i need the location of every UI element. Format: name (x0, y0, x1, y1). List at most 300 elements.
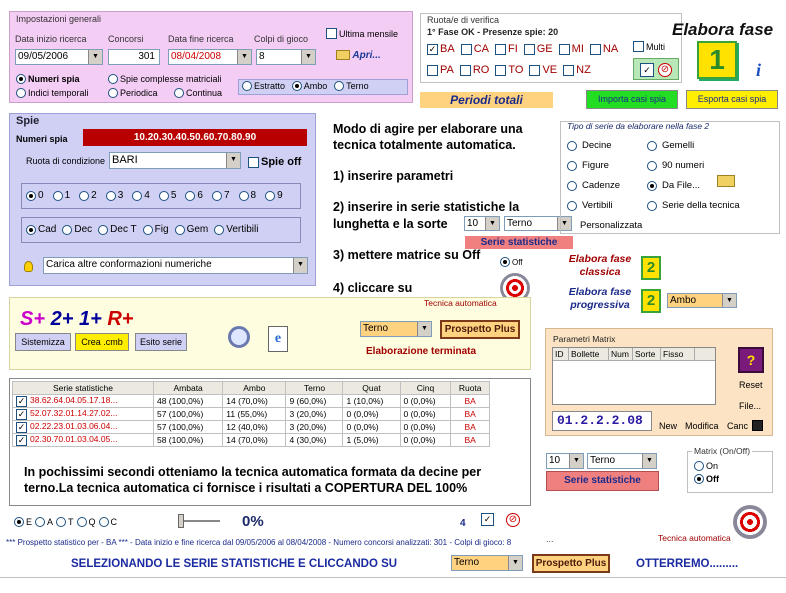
bottom-radio-q[interactable] (77, 516, 96, 527)
ruota-condizione-value: BARI (112, 154, 138, 166)
serie-statistiche-button-1[interactable]: Serie statistiche (465, 236, 573, 249)
importa-casi-spia-button[interactable]: Importa casi spia (586, 90, 678, 109)
periodi-totali-label: Periodi totali (420, 92, 553, 108)
bottom-radio-label: C (110, 516, 118, 527)
table-cell (343, 408, 400, 421)
digit-radio-9[interactable] (265, 190, 283, 201)
info-icon[interactable]: i (756, 60, 762, 80)
progressiva-sorte-select[interactable] (667, 293, 737, 308)
dots-label: ... (546, 534, 554, 544)
type-radio-dec-t[interactable] (98, 224, 137, 235)
new-button[interactable]: New (659, 421, 678, 431)
checkbox[interactable] (590, 44, 601, 55)
cell-value: 48 (100,0%) (156, 396, 204, 406)
ruota-checkbox-ba[interactable] (427, 43, 455, 55)
folder-icon (336, 50, 350, 60)
type-radio-gem[interactable] (175, 224, 209, 235)
table-cell (343, 395, 400, 408)
spie-off-checkbox[interactable]: Spie off (248, 156, 301, 168)
formula-two: 2+ (50, 308, 74, 330)
data-fine-value: 08/04/2008 (171, 51, 222, 62)
table-cell (451, 395, 490, 408)
row-checkbox[interactable]: ✓ (17, 395, 26, 406)
sorte-value: Terno (507, 218, 533, 229)
modifica-button[interactable]: Modifica (685, 421, 719, 431)
table-cell (400, 421, 451, 434)
chevron-down-icon[interactable]: ▼ (722, 294, 736, 307)
numeri-spia-field[interactable]: 10.20.30.40.50.60.70.80.90 (83, 129, 307, 146)
column-header[interactable]: Ambo (223, 382, 286, 395)
digit-radio-2[interactable] (79, 190, 97, 201)
chevron-down-icon[interactable]: ▼ (226, 153, 240, 168)
serie-value: 52.07.32.01.14.27.02... (30, 408, 118, 419)
cell-value: 3 (20,0%) (289, 409, 327, 419)
formula-panel (9, 297, 531, 370)
chevron-down-icon[interactable]: ▼ (237, 50, 251, 64)
instructions-intro: Modo di agire per elaborare una tecnica totalmente automatica. (333, 122, 523, 152)
table-cell (286, 434, 343, 447)
footer-terno-select[interactable] (451, 555, 523, 571)
radio-estratto[interactable] (242, 81, 252, 91)
tipo-radio-figure[interactable] (567, 160, 620, 180)
target-icon-large[interactable] (733, 505, 767, 539)
radio[interactable] (175, 225, 185, 235)
ruota-checkbox-nz[interactable] (563, 64, 591, 76)
bottom-radio-e[interactable] (14, 516, 32, 527)
radio-numeri-spia[interactable]: Numeri spia (16, 74, 80, 85)
cell-value: 3 (20,0%) (289, 422, 327, 432)
ruota-label: GE (536, 43, 553, 55)
colpi-value: 8 (259, 51, 265, 62)
matrix-col-fisso: Fisso (661, 348, 695, 360)
concorsi-field[interactable] (108, 49, 160, 65)
checkbox[interactable] (427, 65, 438, 76)
chevron-down-icon[interactable]: ▼ (508, 556, 522, 570)
matrix-col-bollette: Bollette (569, 348, 609, 360)
crea-cmb-button[interactable]: Crea .cmb (75, 333, 129, 351)
chevron-down-icon[interactable]: ▼ (557, 217, 571, 230)
progressiva-sorte-value: Ambo (670, 295, 697, 306)
bottom-radio-label: A (47, 516, 54, 527)
tipo-label: Serie della tecnica (662, 200, 740, 211)
lunghetta-value: 10 (467, 218, 479, 229)
radio[interactable] (56, 517, 66, 527)
data-fine-label: Data fine ricerca (168, 34, 234, 44)
serie2-len-select[interactable] (546, 453, 584, 469)
radio[interactable] (265, 191, 275, 201)
table-cell (13, 395, 154, 408)
radio[interactable] (26, 225, 36, 235)
radio[interactable] (26, 191, 36, 201)
data-inizio-field[interactable] (15, 49, 103, 65)
table-cell (451, 421, 490, 434)
radio[interactable] (567, 141, 577, 151)
table-cell (400, 395, 451, 408)
sorte-group: Estratto Ambo Terno (238, 79, 408, 95)
tipo-serie-title: Tipo di serie da elaborare nella fase 2 (567, 121, 710, 131)
radio[interactable] (567, 161, 577, 171)
ruota-label: PA (440, 64, 454, 76)
table-cell (286, 421, 343, 434)
colpi-field[interactable] (256, 49, 316, 65)
radio[interactable] (212, 191, 222, 201)
ruota-checkbox-to[interactable] (495, 64, 523, 76)
bottom-cancel-icon[interactable]: ⊘ (506, 513, 520, 527)
radio[interactable] (647, 181, 657, 191)
table-cell (400, 408, 451, 421)
digit-radio-4[interactable] (132, 190, 150, 201)
cell-value: BA (464, 435, 476, 445)
cell-value: 4 (30,0%) (289, 435, 327, 445)
radio[interactable] (567, 201, 577, 211)
carica-value: Carica altre conformazioni numeriche (46, 259, 212, 270)
radio[interactable] (35, 517, 45, 527)
cell-value: 0 (0,0%) (403, 409, 436, 419)
column-header[interactable]: Serie statistiche (13, 382, 154, 395)
type-label: Fig (154, 224, 169, 235)
ie-document-icon[interactable]: e (268, 326, 288, 352)
footer-prospetto-plus-button[interactable]: Prospetto Plus (532, 554, 610, 573)
serie-statistiche-button-2[interactable]: Serie statistiche (546, 471, 659, 491)
tecnica-automatica-label-1: Tecnica automatica (424, 298, 497, 308)
table-cell (13, 408, 154, 421)
table-cell (223, 395, 286, 408)
table-cell (343, 421, 400, 434)
formula-heading (20, 308, 133, 331)
check-icon[interactable]: ✓ (640, 63, 654, 77)
tipo-label: Figure (582, 160, 609, 171)
radio[interactable] (647, 201, 657, 211)
ultima-mensile-checkbox[interactable]: Ultima mensile (326, 28, 398, 39)
checkbox[interactable] (563, 65, 574, 76)
type-radio-vertibili[interactable] (214, 224, 258, 235)
radio-periodica[interactable]: Periodica (108, 88, 158, 99)
chevron-down-icon[interactable]: ▼ (293, 258, 307, 273)
table-row[interactable] (13, 434, 490, 447)
cell-value: 1 (10,0%) (346, 396, 384, 406)
digit-radio-0[interactable] (26, 190, 44, 201)
ruota-condizione-label: Ruota di condizione (26, 156, 106, 166)
progress-percent: 0% (242, 513, 264, 530)
data-fine-field[interactable] (168, 49, 252, 65)
canc-button[interactable]: Canc (727, 421, 749, 431)
matrix-off-radio[interactable]: Off (694, 474, 719, 485)
carica-conformazioni-select[interactable] (43, 257, 308, 274)
instructions-step3: 3) mettere matrice su Off (333, 248, 481, 262)
radio[interactable] (214, 225, 224, 235)
radio[interactable] (98, 225, 108, 235)
table-cell (153, 395, 222, 408)
tipo-radio-serie-della-tecnica[interactable] (647, 200, 740, 220)
tipo-label: Vertibili (582, 200, 613, 211)
save-icon[interactable] (752, 420, 763, 431)
cell-value: 14 (70,0%) (226, 396, 268, 406)
data-inizio-label: Data inizio ricerca (15, 34, 87, 44)
reset-label[interactable]: Reset (739, 380, 763, 390)
bottom-radio-a[interactable] (35, 516, 53, 527)
tipo-serie-left (567, 140, 620, 220)
radio[interactable] (106, 191, 116, 201)
ruota-checkbox-ve[interactable] (529, 64, 557, 76)
matrix-on-radio[interactable]: On (694, 461, 718, 472)
tipo-radio-gemelli[interactable] (647, 140, 740, 160)
lightbulb-icon (24, 261, 33, 272)
ruota-label: VE (542, 64, 558, 76)
bottom-check-icon[interactable]: ✓ (481, 513, 494, 526)
serie2-sorte-value: Terno (590, 455, 616, 466)
checkbox[interactable] (460, 65, 471, 76)
serie-value: 02.30.70.01.03.04.05... (30, 434, 118, 445)
radio[interactable] (14, 517, 24, 527)
radio[interactable] (159, 191, 169, 201)
fase-classica-label (562, 253, 638, 279)
radio[interactable] (62, 225, 72, 235)
tipo-serie-panel (560, 121, 780, 234)
spie-panel (9, 113, 316, 286)
type-radio-cad[interactable] (26, 224, 56, 235)
fase-progressiva-label (562, 286, 638, 312)
row-checkbox[interactable]: ✓ (17, 434, 26, 445)
file-label[interactable]: File... (739, 401, 762, 411)
digit-radio-1[interactable] (53, 190, 71, 201)
digit-label: 6 (197, 190, 203, 201)
cell-value: 57 (100,0%) (156, 409, 204, 419)
checkbox[interactable]: ✓ (428, 43, 437, 54)
bottom-radio-c[interactable] (99, 516, 118, 527)
radio[interactable] (647, 141, 657, 151)
instructions-step2: 2) inserire in serie statistiche la lunghetta e la sorte (333, 200, 520, 231)
apri-button[interactable] (336, 50, 381, 61)
table-cell (223, 421, 286, 434)
table-cell (223, 408, 286, 421)
tipo-radio-cadenze[interactable] (567, 180, 620, 200)
table-cell (13, 421, 154, 434)
cell-value: 58 (100,0%) (156, 435, 204, 445)
tipo-label: Gemelli (662, 140, 695, 151)
tipo-label: Da File... (662, 180, 701, 191)
results-overlay-text: In pochissimi secondi otteniamo la tecnica automatica formata da decine per terno.La tecnica automatica ci fornisce i risultati a COPERTURA DEL 100% (24, 465, 482, 495)
ruote-row-1 (427, 43, 624, 55)
row-checkbox[interactable]: ✓ (17, 408, 26, 419)
chevron-down-icon[interactable]: ▼ (417, 322, 431, 336)
impostazioni-title: Impostazioni generali (16, 14, 102, 24)
table-cell (153, 408, 222, 421)
off-radio-inline[interactable]: Off (500, 257, 523, 268)
ruota-checkbox-ge[interactable] (524, 43, 553, 55)
radio-continua[interactable]: Continua (174, 88, 222, 99)
cell-value: BA (464, 409, 476, 419)
digit-label: 3 (117, 190, 124, 201)
footer-divider (0, 577, 786, 578)
results-header (13, 382, 490, 395)
radio[interactable] (53, 191, 63, 201)
multi-checkbox[interactable]: Multi (633, 41, 665, 52)
table-cell (400, 434, 451, 447)
matrix-header (553, 348, 715, 361)
checkbox[interactable] (461, 44, 472, 55)
type-radio-dec[interactable] (62, 224, 92, 235)
esporta-casi-spia-button[interactable]: Esporta casi spia (686, 90, 778, 109)
chevron-down-icon[interactable]: ▼ (88, 50, 102, 64)
radio-terno[interactable] (334, 81, 344, 91)
ruota-condizione-select[interactable] (109, 152, 241, 169)
bottom-radio-t[interactable] (56, 516, 74, 527)
magnifier-icon[interactable] (228, 326, 250, 348)
instructions-step1: 1) inserire parametri (333, 169, 454, 183)
checkbox[interactable] (529, 65, 540, 76)
ruota-label: BA (440, 43, 455, 55)
checkbox[interactable] (559, 44, 570, 55)
ruota-label: RO (472, 64, 490, 76)
formula-one: 1+ (78, 308, 102, 330)
digit-label: 8 (250, 190, 257, 201)
serie-value: 38.62.64.04.05.17.18... (30, 395, 118, 406)
bottom-radio-group (14, 516, 120, 527)
column-header[interactable]: Terno (286, 382, 343, 395)
matrix-value-field[interactable]: 01.2.2.2.08 (552, 411, 652, 431)
footer-terno-value: Terno (454, 557, 480, 568)
count-label: 4 (460, 518, 466, 529)
type-label: Cad (38, 224, 57, 235)
colpi-label: Colpi di gioco (254, 34, 309, 44)
esito-serie-button[interactable]: Esito serie (135, 333, 187, 351)
radio[interactable] (185, 191, 195, 201)
radio[interactable] (77, 517, 87, 527)
digit-radio-group (21, 183, 301, 209)
ruote-panel (420, 13, 682, 83)
ruota-checkbox-ro[interactable] (460, 64, 490, 76)
digit-label: 5 (170, 190, 177, 201)
fase-classica-line1: Elabora fase (568, 253, 632, 265)
book-icon[interactable]: ? (738, 347, 764, 373)
checkbox[interactable] (524, 44, 535, 55)
chevron-down-icon[interactable]: ▼ (642, 454, 656, 468)
ruota-label: TO (508, 64, 524, 76)
prospetto-sorte-value: Terno (363, 323, 389, 334)
apri-label: Apri... (352, 50, 381, 61)
table-row[interactable] (13, 408, 490, 421)
ruote-row-2 (427, 64, 597, 76)
checkbox[interactable] (495, 44, 506, 55)
ruota-label: FI (507, 43, 518, 55)
digit-label: 1 (64, 190, 71, 201)
table-cell (153, 421, 222, 434)
digit-radio-8[interactable] (239, 190, 257, 201)
cell-value: 0 (0,0%) (403, 422, 436, 432)
footer-left-text: SELEZIONANDO LE SERIE STATISTICHE E CLICCANDO SU (71, 558, 398, 570)
concorsi-value: 301 (138, 51, 155, 62)
results-panel (9, 378, 531, 506)
matrix-col-num: Num (609, 348, 633, 360)
column-header[interactable]: Cinq (400, 382, 451, 395)
formula-s: S+ (20, 308, 46, 330)
elabora-fase-1-button[interactable] (697, 41, 737, 79)
ruota-label: NZ (576, 64, 591, 76)
folder-icon[interactable] (717, 175, 735, 187)
digit-radio-5[interactable] (159, 190, 177, 201)
elaborazione-terminata-label: Elaborazione terminata (366, 346, 477, 357)
column-header[interactable]: Quat (343, 382, 400, 395)
matrix-grid[interactable] (552, 347, 716, 405)
bottom-radio-label: E (26, 516, 33, 527)
chevron-down-icon[interactable]: ▼ (485, 217, 499, 230)
cancel-icon[interactable]: ⊘ (658, 63, 672, 77)
prospetto-plus-button[interactable]: Prospetto Plus (440, 320, 520, 339)
checkbox[interactable] (495, 65, 506, 76)
slider-handle[interactable] (178, 514, 184, 528)
type-label: Vertibili (226, 224, 259, 235)
fase-progressiva-number: 2 (646, 292, 656, 309)
row-checkbox[interactable]: ✓ (17, 421, 26, 432)
ruote-title: Ruota/e di verifica (427, 15, 500, 25)
progress-slider[interactable] (178, 520, 220, 522)
radio[interactable] (132, 191, 142, 201)
elabora-fase-progressiva-button[interactable] (641, 289, 661, 313)
digit-radio-7[interactable] (212, 190, 230, 201)
tipo-radio-decine[interactable] (567, 140, 620, 160)
data-inizio-value: 09/05/2006 (18, 51, 69, 62)
fase-classica-number: 2 (646, 259, 656, 276)
table-row[interactable] (13, 395, 490, 408)
radio[interactable] (239, 191, 249, 201)
cell-value: 1 (5,0%) (346, 435, 379, 445)
prospetto-sorte-select[interactable] (360, 321, 432, 337)
tecnica-automatica-label-2: Tecnica automatica (658, 533, 731, 543)
formula-r: R+ (107, 308, 134, 330)
sistemizza-button[interactable]: Sistemizza (15, 333, 71, 351)
radio[interactable] (647, 161, 657, 171)
column-header[interactable]: Ruota (451, 382, 490, 395)
ruota-checkbox-ca[interactable] (461, 43, 489, 55)
ruota-label: CA (473, 43, 489, 55)
column-header[interactable]: Ambata (153, 382, 222, 395)
radio[interactable] (79, 191, 89, 201)
ruota-checkbox-na[interactable] (590, 43, 618, 55)
radio[interactable] (143, 225, 153, 235)
chevron-down-icon[interactable]: ▼ (301, 50, 315, 64)
radio[interactable] (567, 181, 577, 191)
radio-ambo[interactable] (292, 81, 302, 91)
cell-value: 12 (40,0%) (226, 422, 268, 432)
chevron-down-icon[interactable]: ▼ (569, 454, 583, 468)
fase-classica-line2: classica (579, 266, 621, 278)
tipo-radio-vertibili[interactable] (567, 200, 620, 220)
tipo-label: Cadenze (582, 180, 621, 191)
lunghetta-select[interactable] (464, 216, 500, 231)
instructions-step4: 4) cliccare su (333, 281, 413, 295)
type-radio-fig[interactable] (143, 224, 169, 235)
fase-progressiva-line1: Elabora fase (568, 286, 632, 298)
digit-radio-6[interactable] (185, 190, 203, 201)
digit-label: 2 (91, 190, 97, 201)
table-cell (13, 434, 154, 447)
confirm-cancel-group (633, 58, 679, 80)
table-row[interactable] (13, 421, 490, 434)
digit-radio-3[interactable] (106, 190, 124, 201)
serie2-sorte-select[interactable] (587, 453, 657, 469)
bottom-radio-label: Q (88, 516, 96, 527)
elabora-fase-classica-button[interactable] (641, 256, 661, 280)
radio[interactable] (99, 517, 109, 527)
ruota-checkbox-mi[interactable] (559, 43, 584, 55)
table-cell (343, 434, 400, 447)
radio-spie-complesse[interactable]: Spie complesse matriciali (108, 74, 222, 85)
radio-indici-temporali[interactable]: Indici temporali (16, 88, 89, 99)
ruota-checkbox-pa[interactable] (427, 64, 454, 76)
table-cell (286, 408, 343, 421)
cell-value: 14 (70,0%) (226, 435, 268, 445)
ruota-checkbox-fi[interactable] (495, 43, 518, 55)
